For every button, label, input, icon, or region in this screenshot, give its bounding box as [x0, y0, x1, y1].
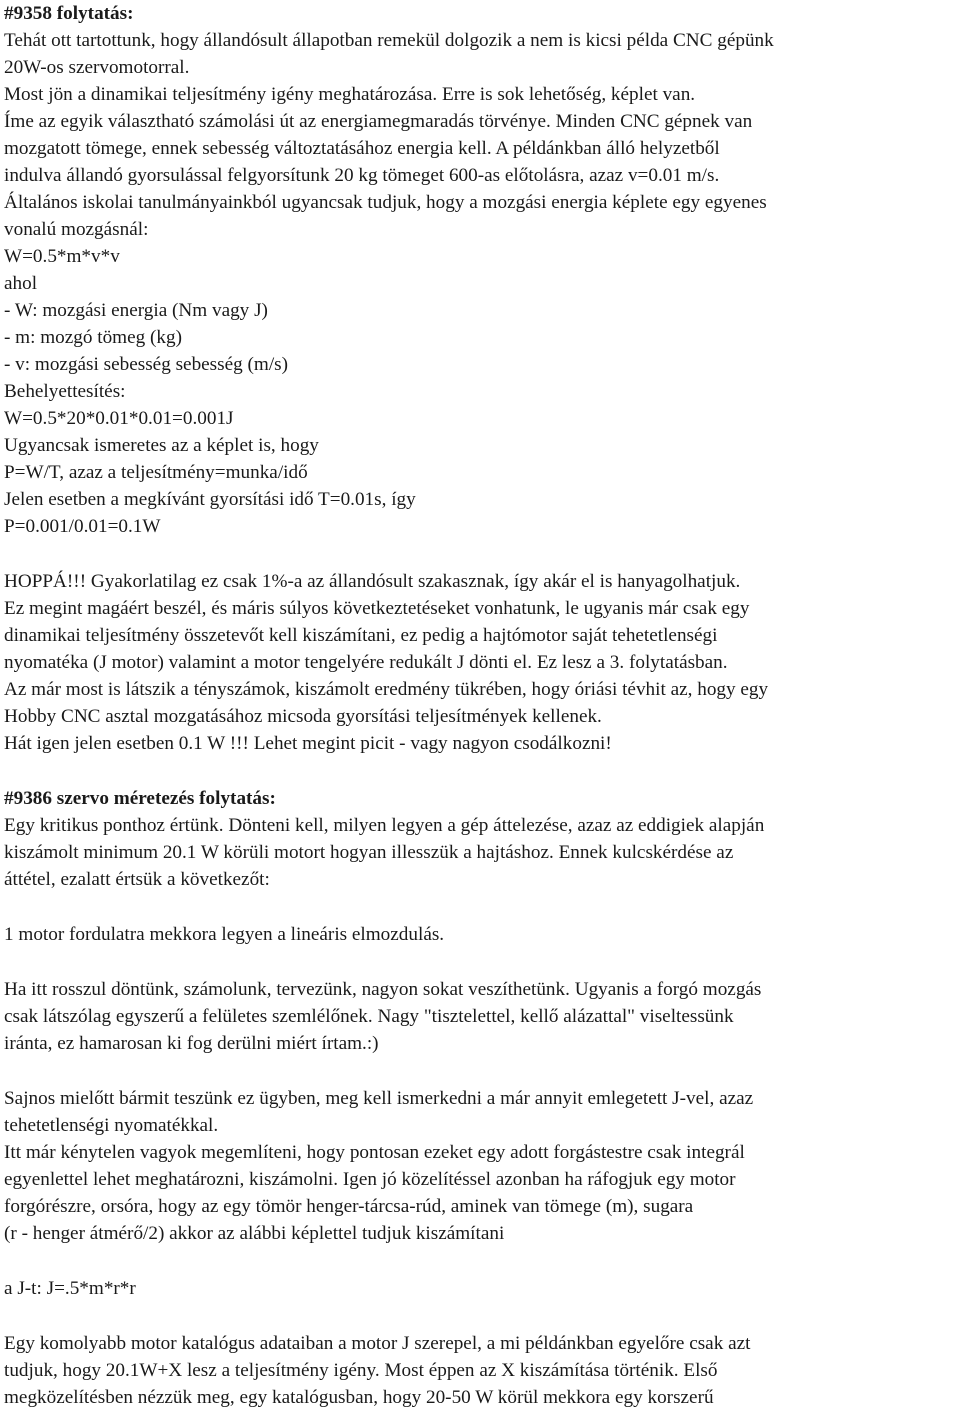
text-line: mozgatott tömege, ennek sebesség változtatásához energia kell. A példánkban álló helyzetből — [4, 138, 720, 159]
text-line: Íme az egyik választható számolási út az energiamegmaradás törvénye. Minden CNC gépnek van — [4, 111, 753, 132]
text-line: iránta, ez hamarosan ki fog derülni miért írtam.:) — [4, 1033, 379, 1054]
formula-line: P=W/T, azaz a teljesítmény=munka/idő — [4, 462, 308, 483]
text-line: forgórészre, orsóra, hogy az egy tömör henger-tárcsa-rúd, aminek van tömege (m), sugara — [4, 1196, 694, 1217]
text-line: kiszámolt minimum 20.1 W körüli motort hogyan illesszük a hajtáshoz. Ennek kulcskérdése az — [4, 842, 734, 863]
paragraph-gap — [4, 948, 956, 976]
text-line: megközelítésben nézzük meg, egy katalógusban, hogy 20-50 W körül mekkora egy korszerű — [4, 1387, 714, 1408]
text-line: tehetetlenségi nyomatékkal. — [4, 1115, 219, 1136]
text-line: egyenlettel lehet meghatározni, kiszámolni. Igen jó közelítéssel azonban ha ráfogjuk egy motor — [4, 1169, 736, 1190]
text-line: (r - henger átmérő/2) akkor az alábbi képlettel tudjuk kiszámítani — [4, 1223, 505, 1244]
formula-line: W=0.5*20*0.01*0.01=0.001J — [4, 408, 234, 429]
text-line: Egy komolyabb motor katalógus adataiban a motor J szerepel, a mi példánkban egyelőre csak azt — [4, 1333, 751, 1354]
text-line: Itt már kénytelen vagyok megemlíteni, hogy pontosan ezeket egy adott forgástestre csak integrál — [4, 1142, 745, 1163]
section-heading-9358: #9358 folytatás: — [4, 3, 134, 24]
definition-line: - v: mozgási sebesség sebesség (m/s) — [4, 354, 289, 375]
text-line: nyomatéka (J motor) valamint a motor tengelyére redukált J dönti el. Ez lesz a 3. folytatásban. — [4, 652, 728, 673]
text-line: ahol — [4, 273, 38, 294]
text-line: Jelen esetben a megkívánt gyorsítási idő T=0.01s, így — [4, 489, 416, 510]
text-line: Ugyancsak ismeretes az a képlet is, hogy — [4, 435, 319, 456]
section-body-9386 — [4, 812, 956, 1411]
formula-line: P=0.001/0.01=0.1W — [4, 516, 161, 537]
paragraph-gap — [4, 893, 956, 921]
section-gap — [4, 757, 956, 785]
text-line: dinamikai teljesítmény összetevőt kell kiszámítani, ez pedig a hajtómotor saját tehetetlenségi — [4, 625, 718, 646]
text-line: csak látszólag egyszerű a felületes szemlélőnek. Nagy "tisztelettel, kellő alázattal" viseltessünk — [4, 1006, 734, 1027]
paragraph-gap — [4, 540, 956, 568]
paragraph-gap — [4, 1302, 956, 1330]
text-line: Ha itt rosszul döntünk, számolunk, tervezünk, nagyon sokat veszíthetünk. Ugyanis a forgó mozgás — [4, 979, 762, 1000]
text-line: Az már most is látszik a tényszámok, kiszámolt eredmény tükrében, hogy óriási tévhit az, hogy egy — [4, 679, 769, 700]
document-page — [4, 0, 956, 1411]
text-line: Egy kritikus ponthoz értünk. Dönteni kell, milyen legyen a gép áttelezése, azaz az eddigiek alapján — [4, 815, 765, 836]
text-line: HOPPÁ!!! Gyakorlatilag ez csak 1%-a az állandósult szakasznak, így akár el is hanyagolhatjuk. — [4, 571, 741, 592]
paragraph-gap — [4, 1057, 956, 1085]
formula-line: a J-t: J=.5*m*r*r — [4, 1278, 136, 1299]
section-body-9358 — [4, 27, 956, 757]
text-line: vonalú mozgásnál: — [4, 219, 149, 240]
paragraph-gap — [4, 1247, 956, 1275]
text-line: Hobby CNC asztal mozgatásához micsoda gyorsítási teljesítmények kellenek. — [4, 706, 602, 727]
text-line: Most jön a dinamikai teljesítmény igény meghatározása. Erre is sok lehetőség, képlet van. — [4, 84, 696, 105]
text-line: Hát igen jelen esetben 0.1 W !!! Lehet megint picit - vagy nagyon csodálkozni! — [4, 733, 612, 754]
text-line: Tehát ott tartottunk, hogy állandósult állapotban remekül dolgozik a nem is kicsi példa CNC gépünk — [4, 30, 774, 51]
text-line: Behelyettesítés: — [4, 381, 126, 402]
definition-line: - m: mozgó tömeg (kg) — [4, 327, 182, 348]
text-line: Általános iskolai tanulmányainkból ugyancsak tudjuk, hogy a mozgási energia képlete egy egyenes — [4, 192, 767, 213]
text-line: Ez megint magáért beszél, és máris súlyos következtetéseket vonhatunk, le ugyanis már csak egy — [4, 598, 750, 619]
definition-line: - W: mozgási energia (Nm vagy J) — [4, 300, 268, 321]
formula-line: W=0.5*m*v*v — [4, 246, 120, 267]
text-line: Sajnos mielőtt bármit teszünk ez ügyben, meg kell ismerkedni a már annyit emlegetett J-vel, azaz — [4, 1088, 754, 1109]
text-line: indulva állandó gyorsulással felgyorsítunk 20 kg tömeget 600-as előtolásra, azaz v=0.01 m/s. — [4, 165, 720, 186]
text-line: 1 motor fordulatra mekkora legyen a lineáris elmozdulás. — [4, 924, 445, 945]
section-heading-9386: #9386 szervo méretezés folytatás: — [4, 788, 276, 809]
text-line: 20W-os szervomotorral. — [4, 57, 190, 78]
text-line: áttétel, ezalatt értsük a következőt: — [4, 869, 270, 890]
text-line: tudjuk, hogy 20.1W+X lesz a teljesítmény igény. Most éppen az X kiszámítása történik. Első — [4, 1360, 718, 1381]
